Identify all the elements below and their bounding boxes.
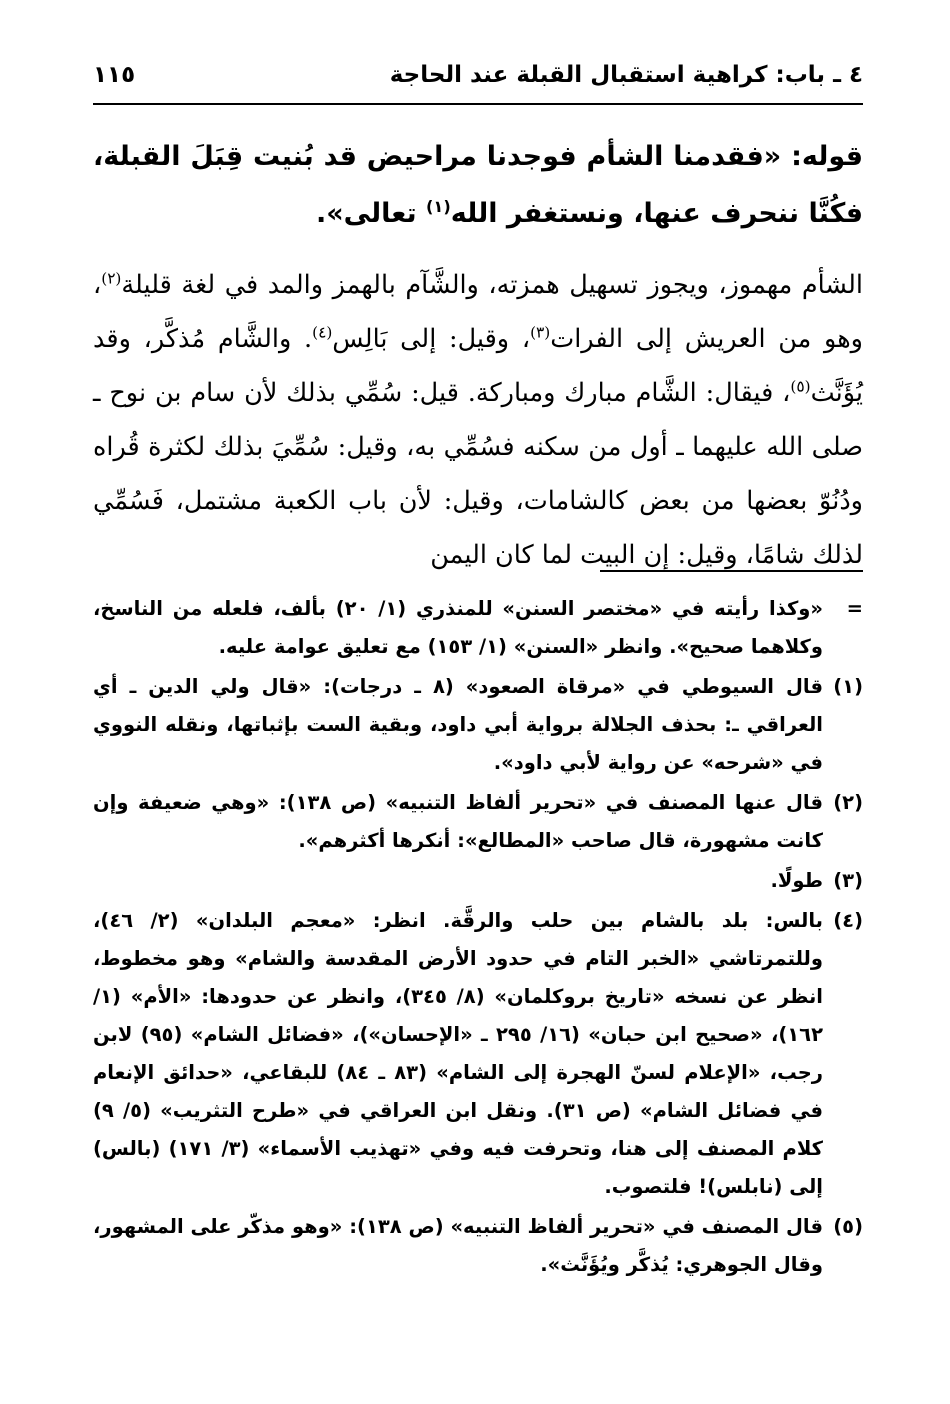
- hadith-quote: [93, 128, 863, 242]
- footnote-text: طولًا.: [770, 869, 823, 892]
- chapter-title: ٤ ـ باب: كراهية استقبال القبلة عند الحاجة: [389, 62, 863, 88]
- commentary-part-2: ، وهو من العريش إلى الفرات: [93, 270, 863, 354]
- commentary-part-5: ، فيقال: الشَّام مبارك ومباركة. قيل: سُمِّي بذلك لأن سام بن نوح ـ صلى الله عليهما ـ أول من سكنه فسُمِّي به، وقيل: سُمِّيَ بذلك لكثرة قُراه ودُنُوّ بعضها من بعض كالشامات، وقيل: لأن باب الكعبة مشتمل، فَسُمِّي لذلك شامًا، وقيل: إن البيت لما كان اليمن: [93, 378, 863, 570]
- footnote-continued: [93, 590, 863, 666]
- footnote-mark: (٥): [833, 1215, 863, 1238]
- footnote-4: [93, 902, 863, 1206]
- footnote-mark: (١): [833, 675, 863, 698]
- footnote-mark: =: [846, 597, 863, 620]
- footnote-text: بالس: بلد بالشام بين حلب والرقَّة. انظر: «معجم البلدان» (٢/ ٤٦)، وللتمرتاشي «الخبر التام في حدود الأرض المقدسة والشام» وهو مخطوط، انظر عن نسخه «تاريخ بروكلمان» (٨/ ٣٤٥)، وانظر عن حدودها: «الأم» (١/ ١٦٢)، «صحيح ابن حبان» (١٦/ ٢٩٥ ـ «الإحسان»)، «فضائل الشام» (٩٥) لابن رجب، «الإعلام لسنّ الهجرة إلى الشام» (٨٣ ـ ٨٤) للبقاعي، «حدائق الإنعام في فضائل الشام» (ص ٣١). ونقل ابن العراقي في «طرح التثريب» (٥/ ٩) كلام المصنف إلى هنا، وتحرفت فيه وفي «تهذيب الأسماء» (٣/ ١٧١) (بالس) إلى (نابلس)! فلتصوب.: [93, 909, 824, 1198]
- footnote-ref-2: (٢): [101, 269, 122, 288]
- footnote-2: [93, 784, 863, 860]
- footnote-ref-5: (٥): [790, 377, 811, 396]
- footnote-divider: [600, 570, 863, 572]
- commentary-part-1: الشأم مهموز، ويجوز تسهيل همزته، والشَّآم بالهمز والمد في لغة قليلة: [121, 270, 863, 300]
- footnote-5: [93, 1208, 863, 1284]
- header-divider: [93, 103, 863, 105]
- footnote-3: [93, 862, 863, 900]
- footnote-mark: (٤): [833, 909, 863, 932]
- footnote-mark: (٢): [833, 791, 863, 814]
- footnote-text: قال المصنف في «تحرير ألفاظ التنبيه» (ص ١٣٨): «وهو مذكّر على المشهور، وقال الجوهري: يُذكَّر ويُؤَنَّث».: [93, 1215, 823, 1276]
- footnote-text: قال عنها المصنف في «تحرير ألفاظ التنبيه» (ص ١٣٨): «وهي ضعيفة وإن كانت مشهورة، قال صاحب «المطالع»: أنكرها أكثرهم».: [93, 791, 823, 852]
- footnote-ref-1: (١): [426, 197, 451, 216]
- page-number: ١١٥: [93, 62, 136, 88]
- hadith-lead: قوله: «فقدمنا الشأم فوجدنا مراحيض قد بُنيت قِبَلَ القبلة، فكُنَّا ننحرف عنها، ونستغفر الله: [93, 141, 863, 229]
- footnote-text: قال السيوطي في «مرقاة الصعود» (٨ ـ درجات): «قال ولي الدين ـ أي العراقي ـ: بحذف الجلالة برواية أبي داود، وبقية الست بإثباتها، ونقله النووي في «شرحه» عن رواية لأبي داود».: [93, 675, 824, 774]
- hadith-tail: تعالى».: [315, 198, 427, 229]
- commentary-part-4: . والشَّام مُذكَّر، وقد يُؤَنَّث: [93, 324, 863, 408]
- main-text: [93, 128, 863, 582]
- footnote-1: [93, 668, 863, 782]
- commentary-part-3: ، وقيل: إلى بَالِس: [332, 324, 531, 354]
- footnote-mark: (٣): [833, 869, 863, 892]
- footnotes: [93, 590, 863, 1286]
- footnote-ref-3: (٣): [530, 323, 551, 342]
- footnote-ref-4: (٤): [312, 323, 333, 342]
- commentary-paragraph: [93, 258, 863, 582]
- running-header: [93, 58, 863, 104]
- footnote-text: «وكذا رأيته في «مختصر السنن» للمنذري (١/ ٢٠) بألف، فلعله من الناسخ، وكلاهما صحيح». وانظر «السنن» (١/ ١٥٣) مع تعليق عوامة عليه.: [93, 597, 824, 658]
